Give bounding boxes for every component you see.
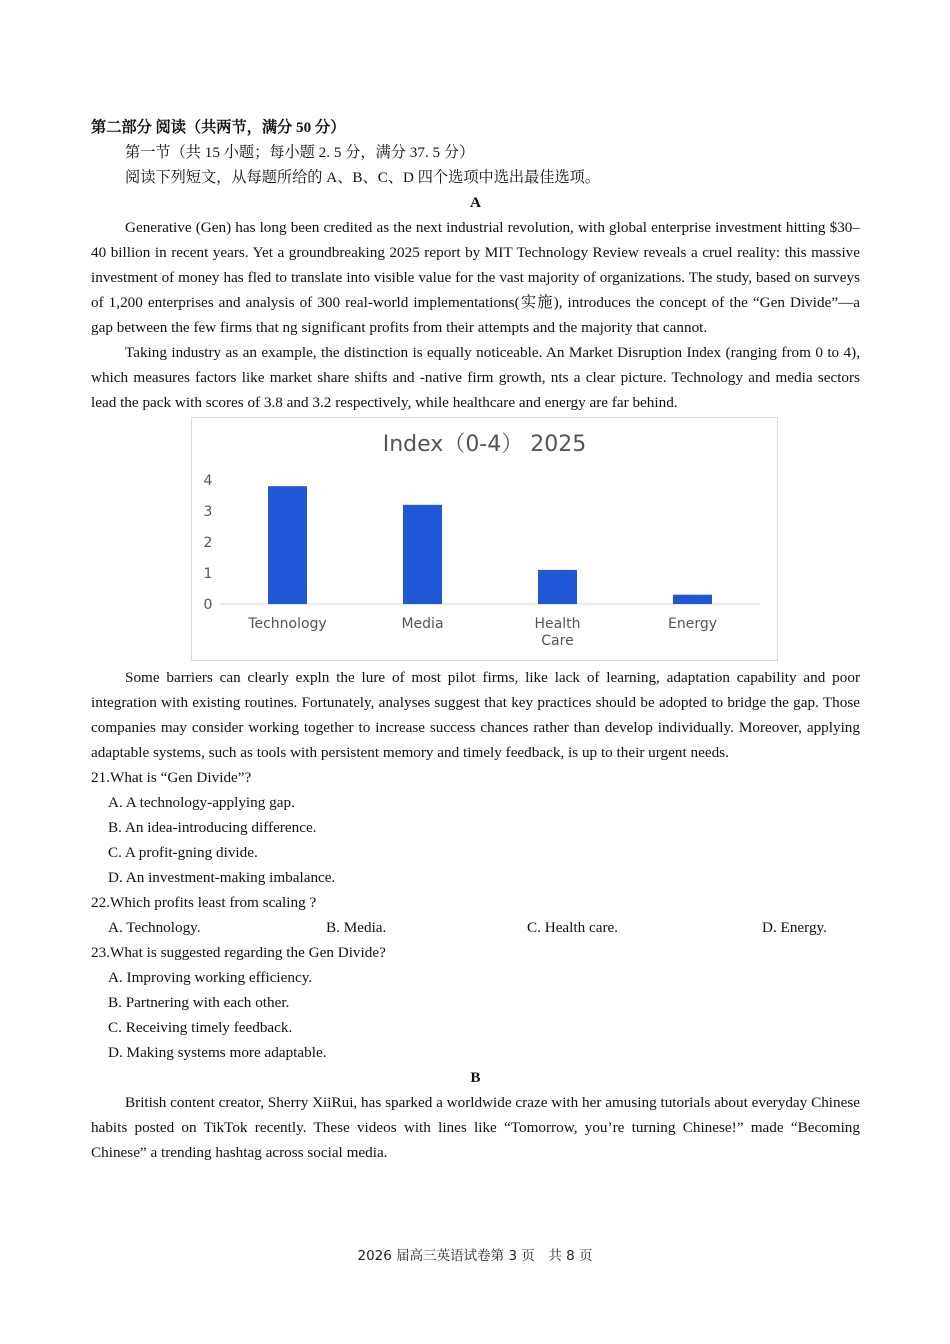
passage-b-letter: B [470,1069,481,1086]
y-tick-label: 4 [203,473,213,489]
question-23-option-d: D. Making systems more adaptable. [108,1044,327,1061]
question-22-stem: 22.Which profits least from scaling ? [91,894,317,911]
x-category-label: Media [401,616,444,632]
question-21-option-a: A. A technology-applying gap. [108,794,295,811]
chart-title: Index（0-4） 2025 [382,432,587,457]
section-title: 第一节（共 15 小题；每小题 2. 5 分，满分 37. 5 分） [125,144,475,161]
bar-media [403,505,442,604]
question-23-stem: 23.What is suggested regarding the Gen Divide? [91,944,386,961]
question-21-stem: 21.What is “Gen Divide”? [91,769,252,786]
x-category-label: Energy [667,616,718,632]
question-22-option-b: B. Media. [326,919,387,936]
passage-b-paragraph-1: British content creator, Sherry XiiRui, has sparked a worldwide craze with her amusing tutorials about everyday Chinese habits posted on TikTok recently. These videos with lines like “Tomorrow, you’re turning Chinese!” made “Becoming Chinese” a trending hashtag across social media. [91,1094,860,1161]
question-22-option-c: C. Health care. [527,919,619,936]
x-category-label: Health [534,616,581,632]
question-22-option-d: D. Energy. [762,919,827,936]
y-tick-label: 0 [203,597,213,613]
part-title: 第二部分 阅读（共两节，满分 50 分） [91,119,346,136]
bar-chart [191,417,778,661]
x-category-label: Care [541,633,574,649]
question-22-option-a: A. Technology. [108,919,201,936]
question-21-option-b: B. An idea-introducing difference. [108,819,317,836]
bar-health-care [538,570,577,604]
y-tick-label: 1 [203,566,213,582]
bar-energy [673,595,712,604]
question-21-option-c: C. A profit-gning divide. [108,844,258,861]
y-tick-label: 2 [203,535,213,551]
exam-page [91,115,860,1165]
page-footer: 2026 届高三英语试卷第 3 页 共 8 页 [357,1248,593,1264]
y-tick-label: 3 [203,504,213,520]
question-23-option-a: A. Improving working efficiency. [108,969,313,986]
instruction: 阅读下列短文，从每题所给的 A、B、C、D 四个选项中选出最佳选项。 [125,169,601,186]
bar-chart-svg [192,418,777,660]
question-22-options [91,915,860,940]
passage-a-letter: A [470,194,481,211]
passage-a-paragraph-2: Taking industry as an example, the distinction is equally noticeable. An Market Disruption Index (ranging from 0 to 4), which measures factors like market share shifts and -native firm growth, nts a clear picture. Technology and media sectors lead the pack with scores of 3.8 and 3.2 respectively, while healthcare and energy are far behind. [91,344,860,411]
question-23-option-c: C. Receiving timely feedback. [108,1019,293,1036]
passage-a-paragraph-3: Some barriers can clearly expln the lure of most pilot firms, like lack of learning, adaptation capability and poor integration with existing routines. Fortunately, analyses suggest that key practices should be adopted to bridge the gap. Those companies may consider working together to increase success chances rather than develop individually. Moreover, applying adaptable systems, such as tools with persistent memory and timely feedback, is up to their urgent needs. [91,669,860,761]
passage-a-paragraph-1: Generative (Gen) has long been credited as the next industrial revolution, with global enterprise investment hitting $30–40 billion in recent years. Yet a groundbreaking 2025 report by MIT Technology Review reveals a cruel reality: this massive investment of money has fled to translate into visible value for the vast majority of organizations. The study, based on surveys of 1,200 enterprises and analysis of 300 real-world implementations(实施), introduces the concept of the “Gen Divide”—a gap between the few firms that ng significant profits from their attempts and the majority that cannot. [91,219,860,336]
question-23-option-b: B. Partnering with each other. [108,994,290,1011]
bar-technology [268,486,307,604]
x-category-label: Technology [248,616,327,632]
question-21-option-d: D. An investment-making imbalance. [108,869,336,886]
